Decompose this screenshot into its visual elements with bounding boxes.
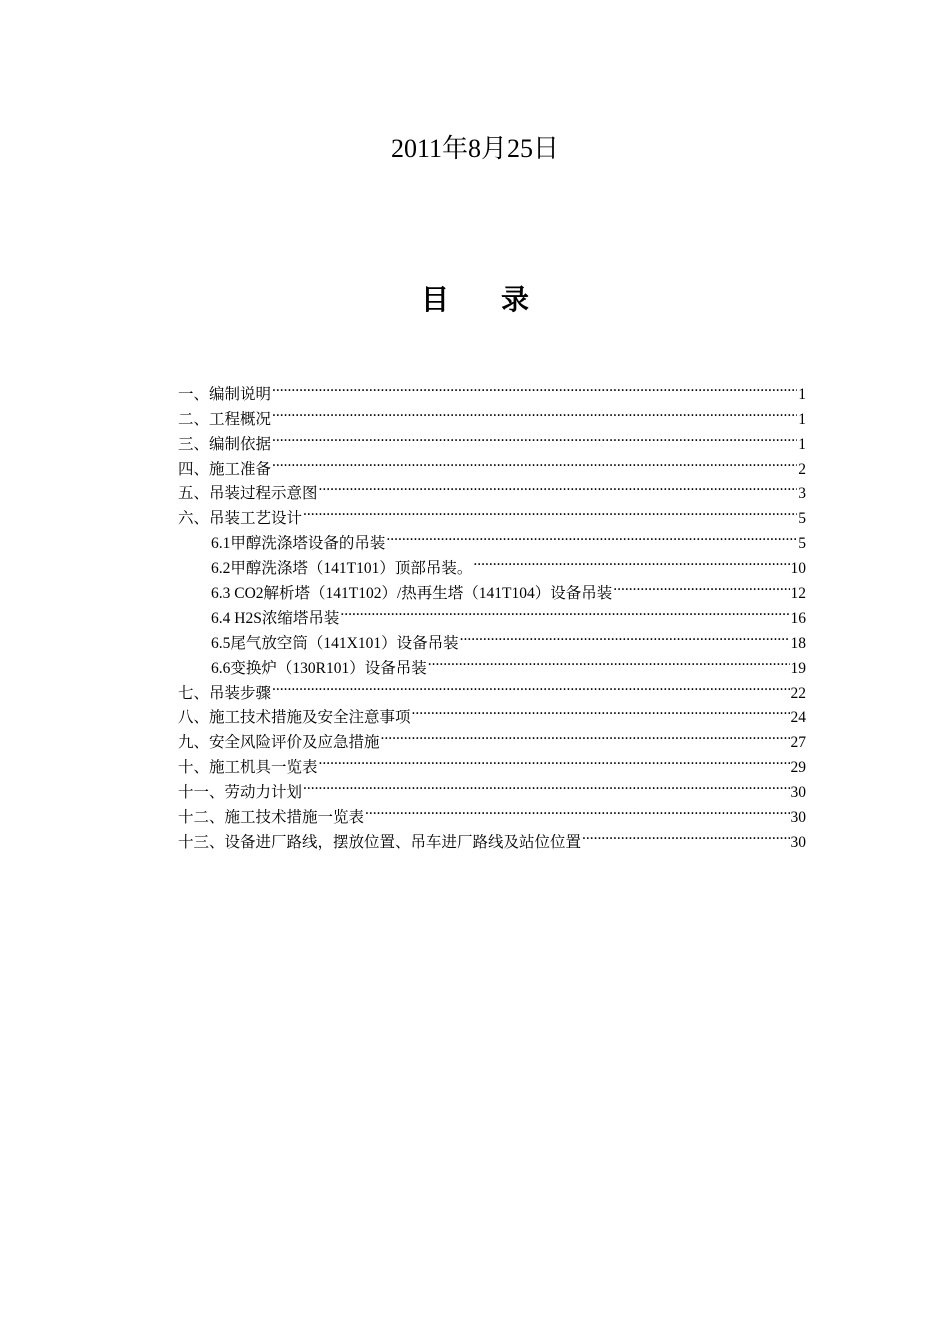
toc-entry-label: 6.2甲醇洗涤塔（141T101）顶部吊装。 <box>211 560 473 578</box>
toc-dot-leader <box>340 598 789 623</box>
toc-entry-page: 3 <box>798 485 806 503</box>
toc-entry-label: 十二、施工技术措施一览表 <box>178 809 365 827</box>
toc-entry-label: 6.6变换炉（130R101）设备吊装 <box>211 659 427 677</box>
toc-entry-label: 二、工程概况 <box>178 410 272 428</box>
toc-entry-page: 1 <box>798 385 806 403</box>
toc-entry-page: 30 <box>790 833 806 851</box>
toc-dot-leader <box>272 374 797 399</box>
toc-entry-page: 22 <box>790 684 806 702</box>
toc-entry[interactable] <box>178 698 806 727</box>
toc-heading <box>0 282 950 320</box>
toc-dot-leader <box>319 747 790 772</box>
toc-entry-page: 12 <box>790 585 806 603</box>
toc-entry[interactable] <box>178 399 806 428</box>
toc-entry-page: 10 <box>790 560 806 578</box>
toc-entry-label: 六、吊装工艺设计 <box>178 510 303 528</box>
toc-entry[interactable] <box>178 449 806 478</box>
toc-entry-page: 24 <box>790 709 806 727</box>
toc-entry-label: 七、吊装步骤 <box>178 684 272 702</box>
toc-entry-label: 十三、设备进厂路线，摆放位置、吊车进厂路线及站位位置 <box>178 833 582 851</box>
toc-entry-page: 5 <box>798 535 806 553</box>
toc-entry-page: 16 <box>790 609 806 627</box>
toc-entry[interactable] <box>178 374 806 403</box>
toc-dot-leader <box>272 399 797 424</box>
toc-entry-page: 1 <box>798 410 806 428</box>
toc-entry-page: 1 <box>798 435 806 453</box>
toc-entry[interactable] <box>178 424 806 453</box>
toc-heading-char-1: 目 <box>420 285 449 316</box>
toc-entry-label: 6.3 CO2解析塔（141T102）/热再生塔（141T104）设备吊装 <box>211 585 613 603</box>
toc-entry-page: 18 <box>790 634 806 652</box>
toc-dot-leader <box>381 722 790 747</box>
toc-entry[interactable] <box>178 673 806 702</box>
toc-dot-leader <box>272 673 789 698</box>
toc-entry-page: 5 <box>798 510 806 528</box>
toc-entry-page: 30 <box>790 784 806 802</box>
toc-entry-label: 6.1甲醇洗涤塔设备的吊装 <box>211 535 386 553</box>
toc-entry[interactable] <box>178 474 806 503</box>
toc-entry-label: 十一、劳动力计划 <box>178 784 303 802</box>
toc-entry-label: 五、吊装过程示意图 <box>178 485 318 503</box>
toc-dot-leader <box>412 698 790 723</box>
toc-dot-leader <box>460 623 790 648</box>
toc-entry-label: 四、施工准备 <box>178 460 272 478</box>
toc-dot-leader <box>272 449 797 474</box>
toc-entry-page: 29 <box>790 759 806 777</box>
toc-dot-leader <box>473 548 789 573</box>
toc-dot-leader <box>365 797 789 822</box>
toc-entry-label: 6.4 H2S浓缩塔吊装 <box>211 609 340 627</box>
table-of-contents <box>178 374 806 851</box>
toc-dot-leader <box>303 498 797 523</box>
toc-dot-leader <box>613 573 789 598</box>
toc-dot-leader <box>582 822 789 847</box>
toc-entry-label: 九、安全风险评价及应急措施 <box>178 734 380 752</box>
toc-entry-page: 30 <box>790 809 806 827</box>
toc-dot-leader <box>319 474 798 499</box>
toc-dot-leader <box>386 523 797 548</box>
toc-entry-page: 2 <box>798 460 806 478</box>
toc-dot-leader <box>272 424 797 449</box>
document-date: 2011年8月25日 <box>390 134 560 163</box>
toc-entry-label: 一、编制说明 <box>178 385 272 403</box>
toc-entry-label: 6.5尾气放空筒（141X101）设备吊装 <box>211 634 459 652</box>
toc-dot-leader <box>428 648 790 673</box>
toc-entry-page: 27 <box>790 734 806 752</box>
toc-entry-page: 19 <box>790 659 806 677</box>
toc-heading-char-2: 录 <box>501 285 530 316</box>
toc-entry-label: 八、施工技术措施及安全注意事项 <box>178 709 411 727</box>
toc-entry-label: 十、施工机具一览表 <box>178 759 318 777</box>
toc-dot-leader <box>303 772 789 797</box>
toc-entry-label: 三、编制依据 <box>178 435 272 453</box>
